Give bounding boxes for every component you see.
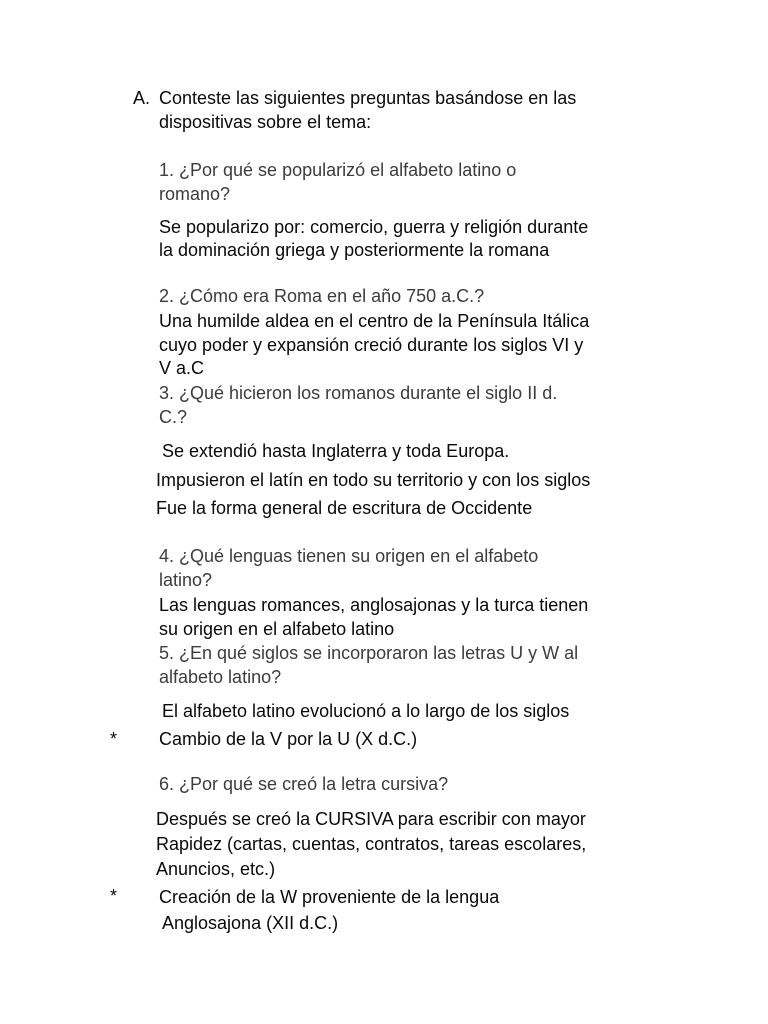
bullet-marker: * [110, 886, 118, 906]
answer-text: Rapidez (cartas, cuentas, contratos, tareas escolares, [156, 834, 587, 854]
section-marker: A. [133, 88, 151, 108]
answer-text: Las lenguas romances, anglosajonas y la turca tienen [159, 595, 589, 615]
answer-text: la dominación griega y posteriormente la romana [159, 240, 550, 260]
answer-text: Se popularizo por: comercio, guerra y religión durante [159, 217, 589, 237]
bullet-marker: * [110, 729, 118, 749]
question-text: latino? [159, 570, 213, 590]
question-text: C.? [159, 407, 188, 427]
question-text: alfabeto latino? [159, 667, 282, 687]
question-text: 2. ¿Cómo era Roma en el año 750 a.C.? [159, 286, 485, 306]
question-text: romano? [159, 184, 231, 204]
answer-text: Anglosajona (XII d.C.) [162, 913, 339, 933]
answer-text: Fue la forma general de escritura de Occidente [156, 498, 533, 518]
answer-text: Se extendió hasta Inglaterra y toda Europa. [162, 441, 510, 461]
answer-text: Después se creó la CURSIVA para escribir con mayor [156, 809, 586, 829]
question-text: 1. ¿Por qué se popularizó el alfabeto latino o [159, 160, 517, 180]
question-text: 5. ¿En qué siglos se incorporaron las letras U y W al [159, 643, 579, 663]
answer-text: V a.C [159, 358, 205, 378]
answer-text: Creación de la W proveniente de la lengua [159, 887, 500, 907]
question-text: 6. ¿Por qué se creó la letra cursiva? [159, 774, 449, 794]
question-text: 4. ¿Qué lenguas tienen su origen en el alfabeto [159, 546, 539, 566]
answer-text: su origen en el alfabeto latino [159, 619, 395, 639]
question-text: 3. ¿Qué hicieron los romanos durante el siglo II d. [159, 383, 558, 403]
answer-text: El alfabeto latino evolucionó a lo largo de los siglos [162, 701, 570, 721]
section-instruction-line-1: Conteste las siguientes preguntas basándose en las [159, 88, 577, 108]
answer-text: Una humilde aldea en el centro de la Península Itálica [159, 311, 590, 331]
answer-text: Impusieron el latín en todo su territorio y con los siglos [156, 470, 591, 490]
section-instruction-line-2: dispositivas sobre el tema: [159, 112, 372, 132]
answer-text: cuyo poder y expansión creció durante los siglos VI y [159, 335, 584, 355]
answer-text: Cambio de la V por la U (X d.C.) [159, 729, 418, 749]
answer-text: Anuncios, etc.) [156, 859, 276, 879]
